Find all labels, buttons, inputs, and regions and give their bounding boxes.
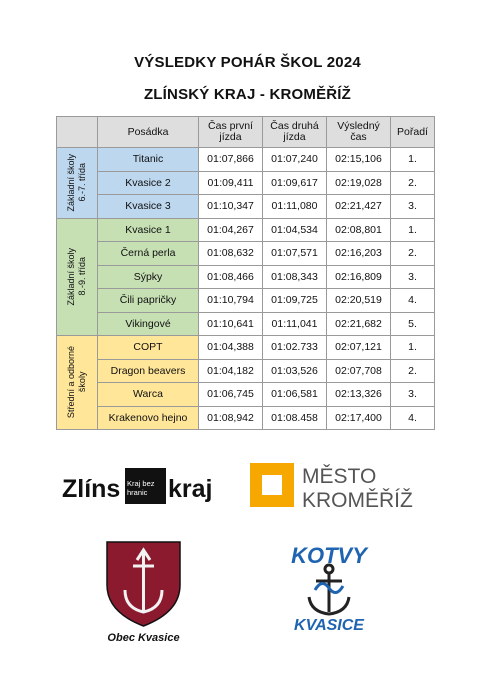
run1-cell: 01:04,267: [199, 218, 263, 242]
run1-cell: 01:06,745: [199, 383, 263, 407]
run2-cell: 01:03,526: [263, 359, 327, 383]
group-label-line1: Střední a odborné: [66, 346, 76, 419]
header-final: Výsledný čas: [327, 117, 391, 148]
run2-cell: 01:09,725: [263, 289, 327, 313]
kromeriz-logo-inner-square: [262, 475, 282, 495]
rank-cell: 1.: [391, 148, 435, 172]
run2-cell: 01:07,571: [263, 242, 327, 266]
header-rank: Pořadí: [391, 117, 435, 148]
crew-cell: Krakenovo hejno: [98, 406, 199, 430]
zlinsky-kraj-logo: [62, 468, 212, 504]
group-label-line1: Základní školy: [66, 153, 76, 212]
final-time-cell: 02:21,427: [327, 195, 391, 219]
run1-cell: 01:04,388: [199, 336, 263, 360]
zlinsky-logo-box-line1: Kraj bez: [127, 479, 155, 488]
run1-cell: 01:04,182: [199, 359, 263, 383]
run2-cell: 01:06,581: [263, 383, 327, 407]
crew-cell: Kvasice 1: [98, 218, 199, 242]
final-time-cell: 02:15,106: [327, 148, 391, 172]
kotvy-kvasice-logo: [291, 543, 369, 634]
obec-kvasice-logo: [107, 542, 180, 644]
group-label-line2: 6.-7. třída: [77, 163, 87, 203]
crew-cell: Černá perla: [98, 242, 199, 266]
final-time-cell: 02:13,326: [327, 383, 391, 407]
run2-cell: 01:02.733: [263, 336, 327, 360]
run1-cell: 01:08,632: [199, 242, 263, 266]
crew-cell: Dragon beavers: [98, 359, 199, 383]
rank-cell: 4.: [391, 406, 435, 430]
run2-cell: 01:11,041: [263, 312, 327, 336]
rank-cell: 2.: [391, 359, 435, 383]
rank-cell: 2.: [391, 242, 435, 266]
group-label-line2: 8.-9. třída: [77, 257, 87, 297]
rank-cell: 3.: [391, 383, 435, 407]
final-time-cell: 02:21,682: [327, 312, 391, 336]
crew-cell: COPT: [98, 336, 199, 360]
rank-cell: 1.: [391, 218, 435, 242]
kromeriz-logo-line1: MĚSTO: [302, 465, 377, 488]
final-time-cell: 02:16,203: [327, 242, 391, 266]
zlinsky-logo-box-line2: hranic: [127, 488, 148, 497]
crew-cell: Sýpky: [98, 265, 199, 289]
crew-cell: Titanic: [98, 148, 199, 172]
run1-cell: 01:09,411: [199, 171, 263, 195]
page-subtitle: ZLÍNSKÝ KRAJ - KROMĚŘÍŽ: [143, 86, 352, 103]
rank-cell: 3.: [391, 195, 435, 219]
zlinsky-logo-part2: kraj: [168, 475, 213, 503]
run2-cell: 01:07,240: [263, 148, 327, 172]
header-run2: Čas druhá jízda: [263, 117, 327, 148]
final-time-cell: 02:08,801: [327, 218, 391, 242]
crew-cell: Vikingové: [98, 312, 199, 336]
run1-cell: 01:10,641: [199, 312, 263, 336]
crew-cell: Warca: [98, 383, 199, 407]
run2-cell: 01:08.458: [263, 406, 327, 430]
run2-cell: 01:09,617: [263, 171, 327, 195]
run1-cell: 01:10,347: [199, 195, 263, 219]
rank-cell: 5.: [391, 312, 435, 336]
crew-cell: Kvasice 2: [98, 171, 199, 195]
group-label-line1: Základní školy: [66, 247, 76, 306]
run2-cell: 01:11,080: [263, 195, 327, 219]
header-run1: Čas první jízda: [199, 117, 263, 148]
final-time-cell: 02:20,519: [327, 289, 391, 313]
crew-cell: Kvasice 3: [98, 195, 199, 219]
page-title: VÝSLEDKY POHÁR ŠKOL 2024: [134, 54, 361, 71]
header-crew: Posádka: [98, 117, 199, 148]
zlinsky-logo-part1: Zlíns: [62, 475, 121, 503]
kotvy-logo-bottom-text: KVASICE: [294, 617, 364, 634]
mesto-kromeriz-logo: [250, 463, 413, 512]
run1-cell: 01:08,942: [199, 406, 263, 430]
run1-cell: 01:10,794: [199, 289, 263, 313]
run1-cell: 01:07,866: [199, 148, 263, 172]
run2-cell: 01:08,343: [263, 265, 327, 289]
kromeriz-logo-line2: KROMĚŘÍŽ: [302, 489, 413, 512]
run1-cell: 01:08,466: [199, 265, 263, 289]
rank-cell: 2.: [391, 171, 435, 195]
group-label-line2: školy: [77, 372, 87, 393]
kotvy-logo-top-text: KOTVY: [291, 543, 367, 568]
rank-cell: 1.: [391, 336, 435, 360]
final-time-cell: 02:16,809: [327, 265, 391, 289]
final-time-cell: 02:07,121: [327, 336, 391, 360]
crew-cell: Čili papričky: [98, 289, 199, 313]
rank-cell: 4.: [391, 289, 435, 313]
final-time-cell: 02:17,400: [327, 406, 391, 430]
run2-cell: 01:04,534: [263, 218, 327, 242]
final-time-cell: 02:19,028: [327, 171, 391, 195]
final-time-cell: 02:07,708: [327, 359, 391, 383]
kvasice-caption: Obec Kvasice: [107, 632, 180, 644]
rank-cell: 3.: [391, 265, 435, 289]
